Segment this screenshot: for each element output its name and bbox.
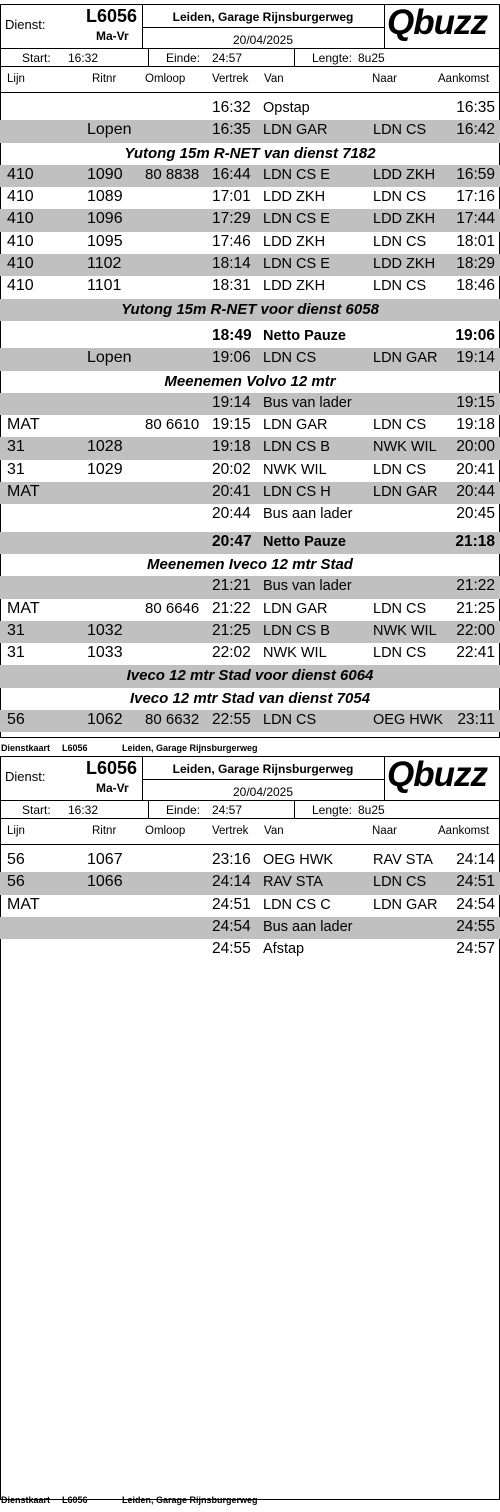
cell-naar: LDN CS xyxy=(373,233,427,250)
cell-naar: OEG HWK xyxy=(373,712,444,729)
cell-vertrek: 24:14 xyxy=(212,873,251,891)
shift-times-row xyxy=(0,800,500,819)
cell-naar: NWK WIL xyxy=(373,439,437,456)
cell-naar: NWK WIL xyxy=(373,622,437,639)
cell-van: LDD ZKH xyxy=(263,233,326,250)
cell-aankomst: 24:51 xyxy=(456,873,495,891)
cell-aankomst: 24:54 xyxy=(456,895,495,913)
schedule-row xyxy=(0,532,500,554)
cell-aankomst: 24:57 xyxy=(456,940,495,958)
start-value: 16:32 xyxy=(68,803,99,817)
divider xyxy=(142,779,385,780)
col-vertrek: Vertrek xyxy=(212,825,249,837)
cell-naar: LDN CS xyxy=(373,278,427,295)
einde-value: 24:57 xyxy=(212,51,243,65)
cell-van: LDN CS E xyxy=(263,256,330,273)
cell-ritnr: 1089 xyxy=(87,188,123,206)
cell-vertrek: 24:55 xyxy=(212,940,251,958)
cell-vertrek: 19:06 xyxy=(212,349,251,367)
cell-vertrek: 17:29 xyxy=(212,210,251,228)
cell-van: Netto Pauze xyxy=(263,327,346,344)
cell-aankomst: 21:18 xyxy=(455,532,495,550)
cell-aankomst: 23:11 xyxy=(457,711,495,729)
col-lijn: Lijn xyxy=(7,825,25,837)
col-ritnr: Ritnr xyxy=(92,73,117,85)
cell-ritnr: 1102 xyxy=(87,255,122,273)
vehicle-section-heading: Yutong 15m R-NET voor dienst 6058 xyxy=(0,299,500,321)
dienst-label: Dienst: xyxy=(5,17,46,32)
cell-ritnr: 1101 xyxy=(87,277,122,295)
schedule-row xyxy=(0,643,500,665)
schedule-row xyxy=(0,482,500,504)
cell-lijn: 31 xyxy=(7,621,25,639)
dienstkaart-page-1 xyxy=(0,3,500,753)
cell-lijn: 410 xyxy=(7,165,34,183)
cell-ritnr: 1067 xyxy=(87,851,123,868)
schedule-row xyxy=(0,165,500,187)
cell-aankomst: 22:41 xyxy=(456,644,495,662)
cell-van: LDN CS H xyxy=(263,484,331,501)
schedule-rows xyxy=(0,850,500,961)
schedule-row xyxy=(0,348,500,370)
cell-vertrek: 19:18 xyxy=(212,438,251,456)
cell-aankomst: 16:42 xyxy=(456,121,495,139)
cell-vertrek: 22:55 xyxy=(212,711,251,729)
lengte-label: Lengte: xyxy=(312,51,353,65)
cell-lijn: 410 xyxy=(7,188,34,206)
cell-naar: LDN CS xyxy=(373,461,427,478)
einde-label: Einde: xyxy=(166,51,201,65)
date: 20/04/2025 xyxy=(232,785,294,799)
footer-number: L6056 xyxy=(62,743,88,753)
schedule-row xyxy=(0,917,500,939)
col-vertrek: Vertrek xyxy=(212,73,249,85)
cell-van: Bus aan lader xyxy=(263,918,353,935)
cell-van: LDN CS xyxy=(263,350,317,367)
cell-lijn: 410 xyxy=(7,277,34,295)
start-label: Start: xyxy=(22,803,51,817)
cell-ritnr: 1066 xyxy=(87,873,123,891)
col-aankomst: Aankomst xyxy=(438,825,490,837)
col-aankomst: Aankomst xyxy=(438,73,490,85)
cell-vertrek: 17:01 xyxy=(212,188,251,206)
qbuzz-logo: Qbuzz xyxy=(387,3,487,42)
cell-lijn: MAT xyxy=(7,895,40,913)
cell-van: LDN CS B xyxy=(263,622,330,639)
cell-van: NWK WIL xyxy=(263,645,327,662)
schedule-row xyxy=(0,872,500,894)
cell-lijn: 31 xyxy=(7,460,25,478)
cell-aankomst: 22:00 xyxy=(456,621,495,639)
einde-label: Einde: xyxy=(166,803,201,817)
schedule-row xyxy=(0,98,500,120)
cell-naar: LDN GAR xyxy=(373,484,438,501)
divider xyxy=(384,756,385,800)
vehicle-section-heading: Iveco 12 mtr Stad van dienst 7054 xyxy=(129,689,371,707)
cell-vertrek: 21:22 xyxy=(212,599,251,617)
schedule-row xyxy=(0,415,500,437)
schedule-rows xyxy=(0,98,500,732)
dienstkaart-page-2 xyxy=(0,755,500,1505)
dienst-number: L6056 xyxy=(86,758,138,778)
cell-vertrek: 17:46 xyxy=(212,232,251,250)
schedule-row xyxy=(0,437,500,459)
cell-vertrek: 18:31 xyxy=(212,277,251,295)
cell-lijn: MAT xyxy=(7,599,40,617)
cell-aankomst: 19:15 xyxy=(456,393,495,411)
cell-aankomst: 21:25 xyxy=(456,599,495,617)
cell-van: LDD ZKH xyxy=(263,189,326,206)
cell-van: OEG HWK xyxy=(263,852,334,868)
cell-omloop: 80 6632 xyxy=(145,711,200,729)
cell-van: LDD ZKH xyxy=(263,278,326,295)
cell-van: Bus aan lader xyxy=(263,506,353,523)
cell-ritnr: 1033 xyxy=(87,644,123,662)
divider xyxy=(384,4,385,48)
dienst-days: Ma-Vr xyxy=(96,781,129,795)
schedule-row xyxy=(0,393,500,415)
cell-lijn: 410 xyxy=(7,232,34,250)
cell-aankomst: 18:29 xyxy=(456,255,495,273)
cell-vertrek: 20:44 xyxy=(212,505,251,523)
cell-naar: LDD ZKH xyxy=(373,211,436,228)
cell-vertrek: 20:47 xyxy=(212,532,252,550)
cell-aankomst: 17:16 xyxy=(456,188,495,206)
cell-naar: LDN CS xyxy=(373,417,427,434)
footer-label: Dienstkaart xyxy=(1,1495,51,1505)
schedule-row xyxy=(0,232,500,254)
cell-vertrek: 16:44 xyxy=(212,165,251,183)
cell-vertrek: 19:15 xyxy=(212,416,251,434)
schedule-row xyxy=(0,895,500,917)
schedule-row xyxy=(0,850,500,872)
lengte-label: Lengte: xyxy=(312,803,353,817)
schedule-row xyxy=(0,326,500,348)
cell-aankomst: 20:44 xyxy=(456,483,495,501)
cell-ritnr: 1090 xyxy=(87,165,123,183)
vehicle-section-heading: Meenemen Volvo 12 mtr xyxy=(164,372,336,390)
vehicle-section-heading: Meenemen Iveco 12 mtr Stad xyxy=(147,555,353,573)
cell-vertrek: 23:16 xyxy=(212,851,251,868)
dienst-label: Dienst: xyxy=(5,769,46,784)
cell-vertrek: 16:32 xyxy=(212,99,251,116)
cell-ritnr: 1032 xyxy=(87,621,123,639)
col-lijn: Lijn xyxy=(7,73,25,85)
garage-name: Leiden, Garage Rijnsburgerweg xyxy=(172,762,354,776)
cell-van: Afstap xyxy=(263,941,305,958)
date: 20/04/2025 xyxy=(232,33,294,47)
schedule-row xyxy=(0,187,500,209)
cell-van: LDN CS E xyxy=(263,166,330,183)
cell-van: LDN CS C xyxy=(263,896,331,913)
cell-van: Bus van lader xyxy=(263,578,352,595)
cell-naar: LDN CS xyxy=(373,600,427,617)
schedule-row xyxy=(0,254,500,276)
cell-naar: LDN GAR xyxy=(373,350,438,367)
cell-omloop: 80 6610 xyxy=(145,416,200,434)
cell-aankomst: 17:44 xyxy=(456,210,495,228)
footer-garage: Leiden, Garage Rijnsburgerweg xyxy=(122,743,258,753)
divider xyxy=(148,801,149,819)
cell-lijn: 31 xyxy=(7,438,25,456)
cell-aankomst: 21:22 xyxy=(456,577,495,595)
cell-aankomst: 20:00 xyxy=(456,438,495,456)
vehicle-section-heading: Yutong 15m R-NET van dienst 7182 xyxy=(124,144,376,162)
cell-naar: LDN CS xyxy=(373,122,427,139)
schedule-row xyxy=(0,504,500,526)
schedule-row xyxy=(0,939,500,961)
schedule-row xyxy=(0,460,500,482)
cell-vertrek: 18:14 xyxy=(212,255,251,273)
col-omloop: Omloop xyxy=(145,825,186,837)
cell-van: LDN GAR xyxy=(263,600,328,617)
divider xyxy=(294,49,295,67)
dienst-number: L6056 xyxy=(86,6,138,26)
cell-ritnr: 1062 xyxy=(87,711,123,729)
cell-vertrek: 19:14 xyxy=(212,393,251,411)
vehicle-section-heading: Iveco 12 mtr Stad voor dienst 6064 xyxy=(0,665,500,687)
cell-vertrek: 24:51 xyxy=(212,895,251,913)
divider xyxy=(294,801,295,819)
cell-vertrek: 21:25 xyxy=(212,621,251,639)
cell-omloop: 80 6646 xyxy=(145,599,200,617)
cell-ritnr: 1096 xyxy=(87,210,123,228)
page-header xyxy=(0,4,500,48)
cell-naar: LDN GAR xyxy=(373,896,438,913)
schedule-row xyxy=(0,599,500,621)
cell-lijn: 410 xyxy=(7,210,34,228)
dienst-days: Ma-Vr xyxy=(96,29,129,43)
cell-van: RAV STA xyxy=(263,874,323,891)
cell-van: Opstap xyxy=(263,100,310,116)
col-naar: Naar xyxy=(372,825,397,837)
cell-aankomst: 16:59 xyxy=(456,165,495,183)
cell-lijn: 56 xyxy=(7,711,25,729)
cell-van: Netto Pauze xyxy=(263,533,346,550)
footer-garage: Leiden, Garage Rijnsburgerweg xyxy=(122,1495,258,1505)
column-headers xyxy=(0,67,500,93)
cell-van: LDN CS B xyxy=(263,439,330,456)
schedule-row xyxy=(0,120,500,142)
qbuzz-logo: Qbuzz xyxy=(387,755,487,794)
cell-aankomst: 18:46 xyxy=(456,277,495,295)
cell-lijn: 56 xyxy=(7,873,25,891)
shift-times-row xyxy=(0,48,500,67)
column-headers xyxy=(0,819,500,845)
footer-label: Dienstkaart xyxy=(1,743,51,753)
cell-ritnr: 1028 xyxy=(87,438,123,456)
cell-omloop: 80 8838 xyxy=(145,165,200,183)
cell-aankomst: 18:01 xyxy=(456,232,495,250)
cell-lijn: MAT xyxy=(7,483,40,501)
col-van: Van xyxy=(264,73,284,85)
col-omloop: Omloop xyxy=(145,73,186,85)
divider xyxy=(148,49,149,67)
cell-van: NWK WIL xyxy=(263,461,327,478)
cell-van: LDN CS E xyxy=(263,211,330,228)
divider xyxy=(142,27,385,28)
cell-naar: RAV STA xyxy=(373,852,433,868)
einde-value: 24:57 xyxy=(212,803,243,817)
cell-lijn: 410 xyxy=(7,255,34,273)
cell-aankomst: 24:55 xyxy=(456,917,495,935)
cell-naar: LDN CS xyxy=(373,645,427,662)
cell-naar: LDD ZKH xyxy=(373,166,436,183)
cell-naar: LDN CS xyxy=(373,874,427,891)
cell-van: LDN GAR xyxy=(263,417,328,434)
lengte-value: 8u25 xyxy=(358,803,385,817)
cell-vertrek: 24:54 xyxy=(212,917,251,935)
start-label: Start: xyxy=(22,51,51,65)
col-naar: Naar xyxy=(372,73,397,85)
cell-ritnr: 1095 xyxy=(87,232,123,250)
cell-vertrek: 20:02 xyxy=(212,460,251,478)
cell-aankomst: 24:14 xyxy=(456,851,495,868)
cell-vertrek: 22:02 xyxy=(212,644,251,662)
cell-vertrek: 20:41 xyxy=(212,483,251,501)
schedule-row xyxy=(0,209,500,231)
col-van: Van xyxy=(264,825,284,837)
lengte-value: 8u25 xyxy=(358,51,385,65)
schedule-row xyxy=(0,576,500,598)
cell-aankomst: 20:41 xyxy=(456,460,495,478)
cell-aankomst: 16:35 xyxy=(456,99,495,116)
cell-aankomst: 20:45 xyxy=(456,505,495,523)
cell-aankomst: 19:06 xyxy=(455,326,495,344)
schedule-row xyxy=(0,276,500,298)
garage-name: Leiden, Garage Rijnsburgerweg xyxy=(172,10,354,24)
col-ritnr: Ritnr xyxy=(92,825,117,837)
cell-aankomst: 19:14 xyxy=(456,349,495,367)
cell-naar: LDN CS xyxy=(373,189,427,206)
start-value: 16:32 xyxy=(68,51,99,65)
footer-number: L6056 xyxy=(62,1495,88,1505)
cell-ritnr: 1029 xyxy=(87,460,123,478)
schedule-row xyxy=(0,710,500,732)
cell-naar: LDD ZKH xyxy=(373,256,436,273)
page-header xyxy=(0,756,500,800)
cell-lijn: 31 xyxy=(7,644,25,662)
cell-ritnr: Lopen xyxy=(87,349,132,367)
cell-aankomst: 19:18 xyxy=(456,416,495,434)
cell-vertrek: 21:21 xyxy=(212,577,251,595)
schedule-row xyxy=(0,621,500,643)
cell-van: LDN CS xyxy=(263,712,317,729)
cell-van: LDN GAR xyxy=(263,122,328,139)
cell-ritnr: Lopen xyxy=(87,121,132,139)
cell-vertrek: 18:49 xyxy=(212,326,252,344)
cell-vertrek: 16:35 xyxy=(212,121,251,139)
cell-van: Bus van lader xyxy=(263,394,352,411)
cell-lijn: 56 xyxy=(7,851,25,868)
cell-lijn: MAT xyxy=(7,416,40,434)
